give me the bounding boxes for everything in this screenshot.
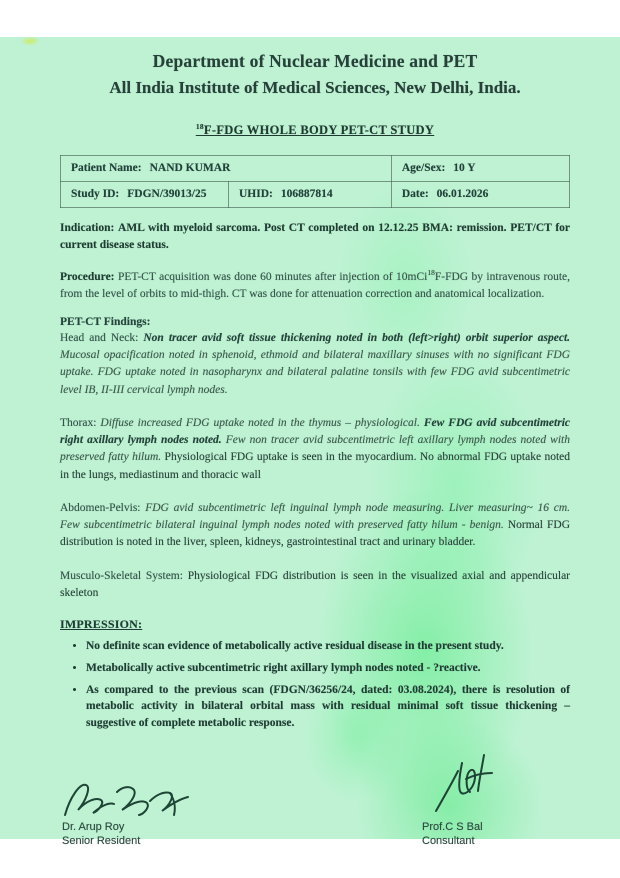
- institute-title: All India Institute of Medical Sciences, New Delhi, India.: [109, 78, 521, 97]
- uhid-label: UHID:: [238, 188, 273, 201]
- department-title: Department of Nuclear Medicine and PET: [152, 51, 478, 71]
- isotope-superscript: 18: [427, 267, 435, 277]
- table-row: [61, 156, 570, 182]
- procedure-paragraph: [60, 267, 570, 303]
- study-id-value: FDGN/39013/25: [127, 188, 207, 201]
- patient-name-value: NAND KUMAR: [149, 162, 231, 175]
- isotope-superscript: 18: [195, 122, 204, 131]
- thorax-detail-2: Few non tracer avid subcentimetric left axillary lymph nodes noted with preserved fatty hilum.: [60, 434, 570, 464]
- left-signature-block: [62, 777, 232, 847]
- impression-item: • Metabolically active subcentimetric right axillary lymph nodes noted - ?reactive.: [86, 660, 570, 677]
- impression-list: [66, 638, 570, 731]
- right-signer-name: Prof.C S Bal: [422, 821, 483, 833]
- findings-heading: PET-CT Findings:: [60, 315, 151, 328]
- left-signer-name: Dr. Arup Roy: [62, 821, 125, 833]
- thorax-label: Thorax:: [60, 416, 97, 429]
- msk-text: Physiological FDG distribution is seen in the visualized axial and appendicular skeleton: [60, 569, 571, 599]
- study-id-label: Study ID:: [71, 188, 120, 201]
- procedure-text-2: F-FDG by intravenous route, from the level of orbits to mid-thigh. CT was done for attenuation correction and anatomical localization.: [60, 270, 571, 300]
- uhid-value: 106887814: [280, 188, 333, 201]
- procedure-label: Procedure:: [60, 270, 115, 283]
- head-neck-detail: Mucosal opacification noted in sphenoid, ethmoid and bilateral maxillary sinuses with no significant FDG uptake. FDG uptake noted in nasopharynx and bilateral palatine tonsils with few FDG avid subcentimetric level IB, II-III cervical lymph nodes.: [60, 349, 570, 396]
- patient-info-table: [60, 155, 570, 208]
- age-sex-label: Age/Sex:: [401, 162, 446, 175]
- date-label: Date:: [401, 188, 429, 201]
- date-value: 06.01.2026: [436, 188, 489, 201]
- abdomen-pelvis-paragraph: [60, 500, 570, 552]
- patient-name-cell: [61, 156, 392, 182]
- thorax-detail-1: Diffuse increased FDG uptake noted in the thymus – physiological.: [100, 416, 420, 429]
- indication-paragraph: [60, 220, 570, 255]
- head-neck-label: Head and Neck:: [60, 331, 139, 344]
- impression-heading: IMPRESSION:: [60, 617, 143, 632]
- right-signer-title: Consultant: [422, 835, 475, 847]
- thorax-bold-finding: Few FDG avid subcentimetric right axillary lymph nodes noted.: [60, 416, 570, 447]
- impression-item: • No definite scan evidence of metabolically active residual disease in the present study.: [86, 638, 570, 655]
- head-neck-bold-finding: Non tracer avid soft tissue thickening noted in both (left>right) orbit superior aspect.: [143, 331, 571, 344]
- thorax-paragraph: [60, 415, 570, 484]
- study-title: [60, 122, 570, 138]
- thorax-detail-3: Physiological FDG uptake is seen in the myocardium. No abnormal FDG uptake noted in the lungs, mediastinum and thoracic wall: [60, 451, 571, 481]
- age-sex-cell: [391, 156, 569, 182]
- indication-label: Indication:: [60, 222, 115, 235]
- msk-label: Musculo-Skeletal System:: [60, 569, 183, 582]
- impression-item: • As compared to the previous scan (FDGN/36256/24, dated: 03.08.2024), there is resolution of metabolic activity in bilateral orbital mass with residual minimal soft tissue thickening – suggestive of complete metabolic response.: [86, 682, 570, 732]
- cs-bal-signature-icon: [422, 749, 512, 819]
- left-signer-title: Senior Resident: [62, 835, 141, 847]
- age-sex-value: 10 Y: [453, 162, 476, 175]
- study-id-cell: [61, 182, 229, 208]
- abdomen-detail-2: Normal FDG distribution is noted in the liver, spleen, kidneys, gastrointestinal tract and urinary bladder.: [60, 519, 571, 549]
- abdomen-pelvis-label: Abdomen-Pelvis:: [60, 501, 141, 514]
- right-signature-block: [422, 749, 572, 847]
- uhid-cell: [228, 182, 391, 208]
- indication-text: AML with myeloid sarcoma. Post CT completed on 12.12.25 BMA: remission. PET/CT for current disease status.: [60, 222, 570, 252]
- procedure-text-1: PET-CT acquisition was done 60 minutes after injection of 10mCi: [117, 270, 428, 283]
- table-row: [61, 182, 570, 208]
- report-paper: [0, 37, 620, 847]
- arup-roy-signature-icon: [62, 777, 192, 819]
- patient-name-label: Patient Name:: [71, 162, 142, 175]
- abdomen-detail-1: FDG avid subcentimetric left inguinal lymph node measuring. Liver measuring~ 16 cm. Few subcentimetric bilateral inguinal lymph nodes noted with preserved fatty hilum - benign.: [60, 501, 570, 532]
- msk-paragraph: [60, 568, 570, 603]
- study-title-text: F-FDG WHOLE BODY PET-CT STUDY: [203, 123, 435, 138]
- head-neck-paragraph: [60, 330, 570, 399]
- date-cell: [391, 182, 569, 208]
